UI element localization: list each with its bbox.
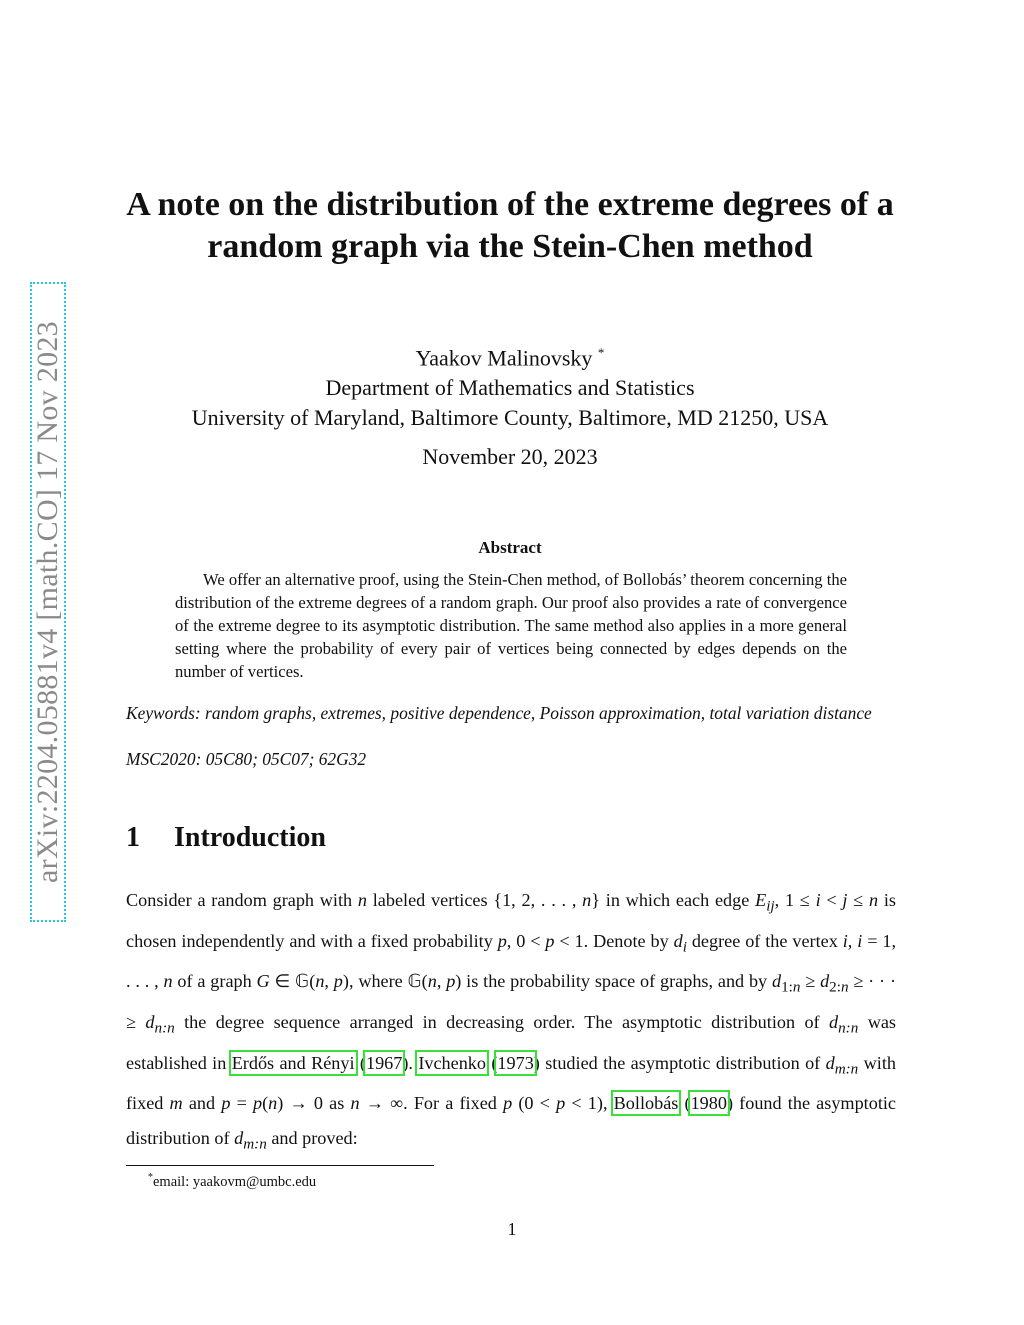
intro-paragraph: Consider a random graph with n labeled vertices {1, 2, . . . , n} in which each edge $E_{ij}$, 1 ≤ i < j ≤ n is chosen independently and with a fixed probability p, 0 < p < 1. Denote by $d_i$ degree of the vertex i, i = 1, . . . , n of a graph G ∈ 𝔾(n, p), where 𝔾(n, p) is the probability space of graphs, and by $d_{1:n} \ge d_{2:n}$ ≥ · · · ≥ $d_{n:n}$ the degree sequence arranged in decreasing order. The asymptotic distribution of $d_{n:n}$ was established in Erdős and Rényi (1967). Ivchenko (1973) studied the asymptotic distribution of $d_{m:n}$ with fixed m and p = p(n) → 0 as n → ∞. For a fixed p (0 < p < 1), Bollobás (1980) found the asymptotic distribution of $d_{m:n}$ and proved:: [126, 890, 897, 1153]
author-line: [120, 338, 900, 373]
keywords: Keywords: random graphs, extremes, positive dependence, Poisson approximation, total variation distance: [126, 703, 872, 723]
footnote: [148, 1172, 316, 1191]
paper-date: November 20, 2023: [422, 444, 598, 469]
msc-codes: MSC2020: 05C80; 05C07; 62G32: [126, 749, 367, 769]
arxiv-identifier-text: arXiv:2204.05881v4 [math.CO] 17 Nov 2023: [31, 321, 65, 883]
section-number: 1: [126, 822, 140, 853]
author-name: Yaakov Malinovsky: [415, 345, 593, 371]
section-title: Introduction: [174, 822, 326, 853]
abstract-body: We offer an alternative proof, using the Stein-Chen method, of Bollobás’ theorem concerning the distribution of the extreme degrees of a random graph. Our proof also provides a rate of convergence of the extreme degree to its asymptotic distribution. The same method also applies in a more general setting where the probability of every pair of vertices being connected by edges depends on the number of vertices.: [175, 570, 847, 681]
author-affiliation: University of Maryland, Baltimore County, Baltimore, MD 21250, USA: [191, 405, 829, 431]
footnote-text: email: yaakovm@umbc.edu: [153, 1173, 317, 1190]
author-department: Department of Mathematics and Statistics: [325, 375, 695, 401]
citation-year-1973[interactable]: 1973: [497, 1052, 534, 1073]
section-heading: [126, 822, 326, 854]
citation-year-1967[interactable]: 1967: [365, 1052, 403, 1073]
footnote-rule: [126, 1165, 434, 1166]
abstract-heading: Abstract: [478, 538, 542, 557]
arxiv-identifier[interactable]: [30, 282, 66, 922]
author-block: [120, 338, 900, 433]
citation-year-1980[interactable]: 1980: [690, 1093, 727, 1114]
page-number: 1: [507, 1219, 517, 1239]
citation-erdos-renyi[interactable]: Erdős and Rényi: [231, 1052, 355, 1073]
author-footnote-mark: *: [597, 345, 605, 360]
footnote-mark: *: [148, 1172, 153, 1183]
citation-bollobas[interactable]: Bollobás: [613, 1093, 679, 1114]
citation-ivchenko[interactable]: Ivchenko: [418, 1052, 486, 1073]
paper-title: A note on the distribution of the extreme degrees of a random graph via the Stein-Chen method: [126, 186, 894, 265]
